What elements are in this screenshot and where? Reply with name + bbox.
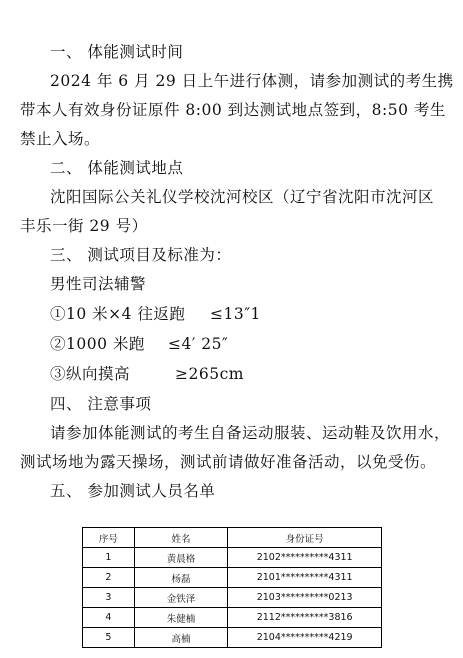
section-2-line-2: 丰乐一街 29 号） — [20, 217, 148, 235]
table-row — [83, 568, 382, 588]
table-row — [83, 608, 382, 628]
section-5-heading: 五、 参加测试人员名单 — [50, 482, 216, 500]
test-item-3 — [50, 364, 463, 384]
test-item-2 — [50, 334, 463, 354]
participant-table-wrapper — [82, 527, 382, 648]
test-item-3-name: ③纵向摸高 — [50, 365, 131, 383]
table-row — [83, 588, 382, 608]
section-4-line-1: 请参加体能测试的考生自备运动服装、运动鞋及饮用水， — [50, 424, 451, 442]
cell-id-number: 2101**********4311 — [228, 568, 382, 588]
cell-name: 朱健楠 — [134, 608, 228, 628]
cell-name: 黄晨格 — [134, 548, 228, 568]
section-3-heading: 三、 测试项目及标准为： — [50, 246, 232, 264]
header-name: 姓名 — [134, 528, 228, 548]
section-1-line-1: 2024 年 6 月 29 日上午进行体测，请参加测试的考生携 — [50, 72, 454, 90]
participant-table — [82, 527, 382, 648]
cell-index: 5 — [83, 628, 135, 648]
cell-name: 金铁泽 — [134, 588, 228, 608]
cell-id-number: 2102**********4311 — [228, 548, 382, 568]
table-row — [83, 628, 382, 648]
test-item-1-standard: ≤13″1 — [210, 305, 261, 323]
test-item-1 — [50, 304, 463, 324]
cell-id-number: 2103**********0213 — [228, 588, 382, 608]
section-1-line-2: 带本人有效身份证原件 8:00 到达测试地点签到，8:50 考生 — [20, 101, 446, 119]
section-2-line-1: 沈阳国际公关礼仪学校沈河校区（辽宁省沈阳市沈河区 — [50, 188, 435, 206]
cell-name: 杨磊 — [134, 568, 228, 588]
cell-name: 高楠 — [134, 628, 228, 648]
cell-id-number: 2112**********3816 — [228, 608, 382, 628]
table-header-row — [83, 528, 382, 548]
cell-index: 4 — [83, 608, 135, 628]
cell-index: 1 — [83, 548, 135, 568]
section-4-heading: 四、 注意事项 — [50, 395, 152, 413]
cell-id-number: 2104**********4219 — [228, 628, 382, 648]
section-3-group: 男性司法辅警 — [50, 275, 147, 293]
section-1-line-3: 禁止入场。 — [20, 130, 101, 148]
test-item-2-standard: ≤4′ 25″ — [168, 335, 229, 353]
table-row — [83, 548, 382, 568]
cell-index: 3 — [83, 588, 135, 608]
header-id-number: 身份证号 — [228, 528, 382, 548]
test-item-2-name: ②1000 米跑 — [50, 335, 145, 353]
test-item-1-name: ①10 米×4 往返跑 — [50, 305, 186, 323]
section-1-heading: 一、 体能测试时间 — [50, 43, 184, 61]
cell-index: 2 — [83, 568, 135, 588]
header-index: 序号 — [83, 528, 135, 548]
section-2-heading: 二、 体能测试地点 — [50, 159, 184, 177]
section-4-line-2: 测试场地为露天操场，测试前请做好准备活动，以免受伤。 — [20, 453, 437, 471]
test-item-3-standard: ≥265cm — [175, 365, 244, 383]
